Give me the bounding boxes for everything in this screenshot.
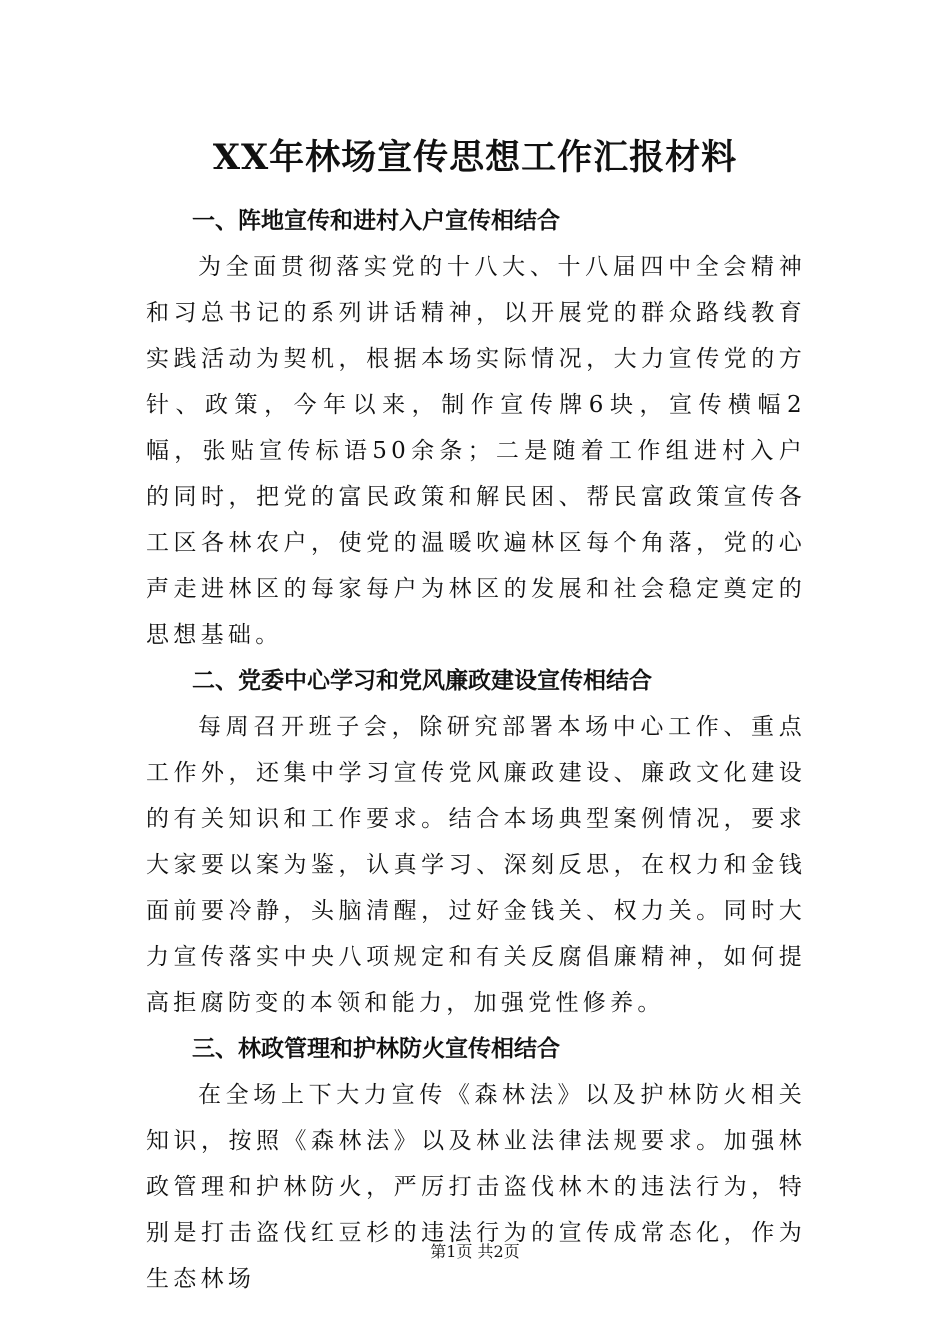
document-body [146,198,806,1302]
section-heading-1: 一、阵地宣传和进村入户宣传相结合 [192,208,560,234]
section-heading-3: 三、林政管理和护林防火宣传相结合 [192,1036,560,1062]
section-heading-2: 二、党委中心学习和党风廉政建设宣传相结合 [192,668,652,694]
document-title: XX年林场宣传思想工作汇报材料 [212,137,738,178]
page-number-footer: 第1页 共2页 [430,1242,520,1261]
section-paragraph-2: 每周召开班子会，除研究部署本场中心工作、重点工作外，还集中学习宣传党风廉政建设、廉政文化建设的有关知识和工作要求。结合本场典型案例情况，要求大家要以案为鉴，认真学习、深刻反思，在权力和金钱面前要冷静，头脑清醒，过好金钱关、权力关。同时大力宣传落实中央八项规定和有关反腐倡廉精神，如何提高拒腐防变的本领和能力，加强党性修养。 [146,714,806,1016]
section-paragraph-1: 为全面贯彻落实党的十八大、十八届四中全会精神和习总书记的系列讲话精神，以开展党的群众路线教育实践活动为契机，根据本场实际情况，大力宣传党的方针、政策，今年以来，制作宣传牌6块，宣传横幅2幅，张贴宣传标语50余条；二是随着工作组进村入户的同时，把党的富民政策和解民困、帮民富政策宣传各工区各林农户，使党的温暖吹遍林区每个角落，党的心声走进林区的每家每户为林区的发展和社会稳定奠定的思想基础。 [146,254,806,648]
section-paragraph-3: 在全场上下大力宣传《森林法》以及护林防火相关知识，按照《森林法》以及林业法律法规要求。加强林政管理和护林防火，严厉打击盗伐林木的违法行为，特别是打击盗伐红豆杉的违法行为的宣传成常态化，作为生态林场 [146,1082,806,1292]
